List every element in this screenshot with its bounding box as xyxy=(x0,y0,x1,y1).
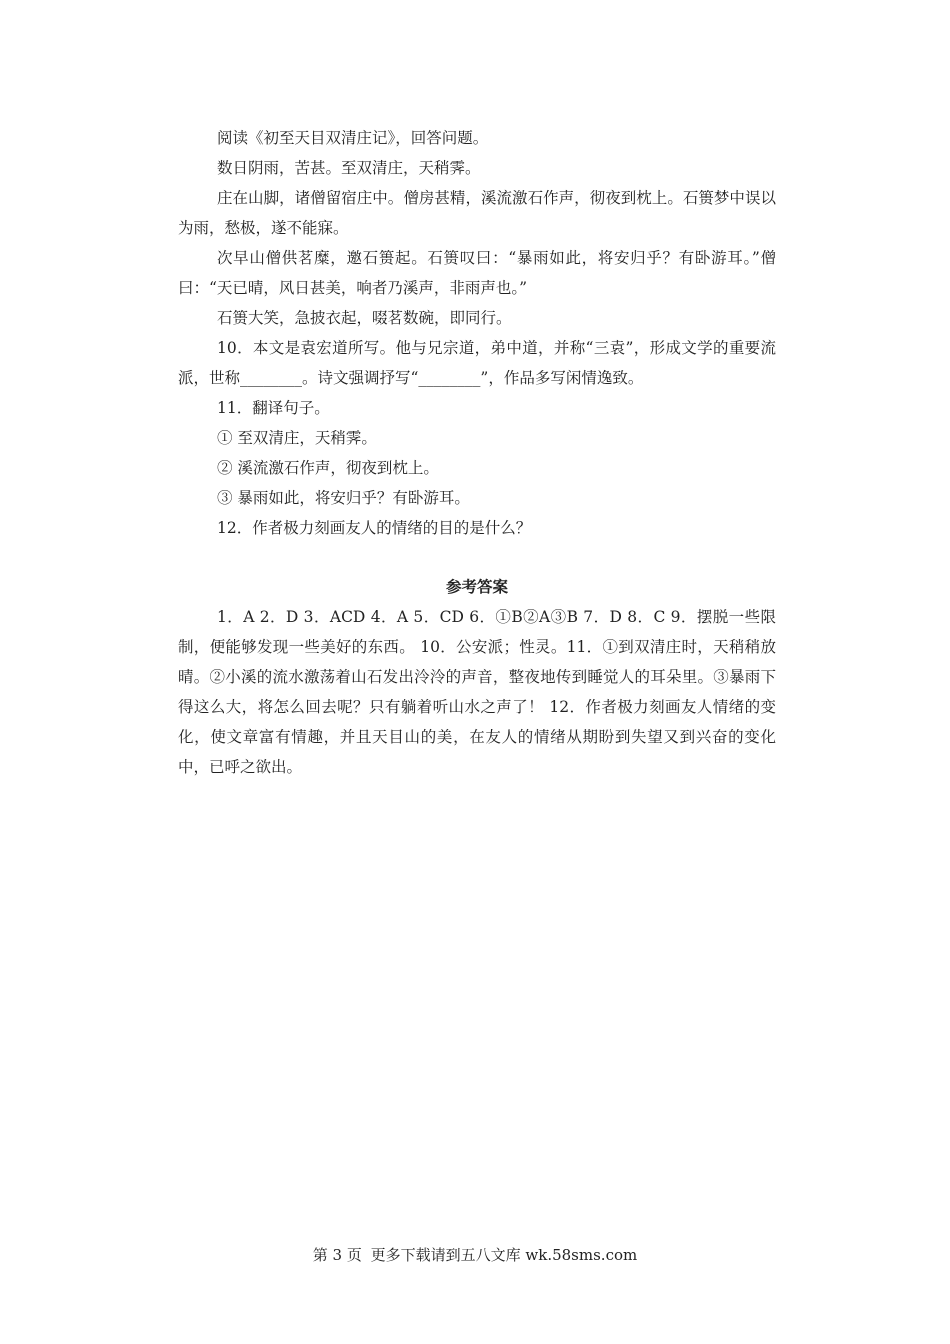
page-footer xyxy=(0,1240,950,1270)
question-11-item-1: ① 至双清庄，天稍霁。 xyxy=(217,429,377,447)
passage-paragraph: 次早山僧供茗糜，邀石篑起。石篑叹曰：“暴雨如此，将安归乎？有卧游耳。”僧曰：“天已晴，风日甚美，响者乃溪声，非雨声也。” xyxy=(178,249,776,297)
answer-text: 1．A 2．D 3．ACD 4．A 5．CD 6．①B②A③B 7．D 8．C 9．摆脱一些限制，便能够发现一些美好的东西。 10．公安派；性灵。11．①到双清庄时，天稍稍放晴。②小溪的流水激荡着山石发出泠泠的声音，整夜地传到睡觉人的耳朵里。③暴雨下得这么大，将怎么回去呢？只有躺着听山水之声了！ 12．作者极力刻画友人情绪的变化，使文章富有情趣，并且天目山的美，在友人的情绪从期盼到失望又到兴奋的变化中，已呼之欲出。 xyxy=(178,608,776,776)
answer-heading: 参考答案 xyxy=(445,577,508,596)
question-10: 10．本文是袁宏道所写。他与兄宗道，弟中道，并称“三袁”，形成文学的重要流派，世称________。诗文强调抒写“________”，作品多写闲情逸致。 xyxy=(178,339,776,387)
question-11: 11．翻译句子。 xyxy=(217,399,330,417)
download-link-text: 更多下载请到五八文库 wk.58sms.com xyxy=(370,1246,638,1264)
page-number: 第 3 页 xyxy=(312,1246,362,1264)
document-body xyxy=(178,123,776,782)
question-11-item-2: ② 溪流激石作声，彻夜到枕上。 xyxy=(217,459,439,477)
reading-instruction: 阅读《初至天目双清庄记》，回答问题。 xyxy=(217,129,489,147)
passage-paragraph: 石篑大笑，急披衣起，啜茗数碗，即同行。 xyxy=(217,309,512,327)
question-12: 12．作者极力刻画友人的情绪的目的是什么？ xyxy=(217,519,532,537)
passage-paragraph: 数日阴雨，苦甚。至双清庄，天稍霁。 xyxy=(217,159,481,177)
passage-paragraph: 庄在山脚，诸僧留宿庄中。僧房甚精，溪流激石作声，彻夜到枕上。石篑梦中误以为雨，愁极，遂不能寐。 xyxy=(178,189,776,237)
question-11-item-3: ③ 暴雨如此，将安归乎？有卧游耳。 xyxy=(217,489,470,507)
